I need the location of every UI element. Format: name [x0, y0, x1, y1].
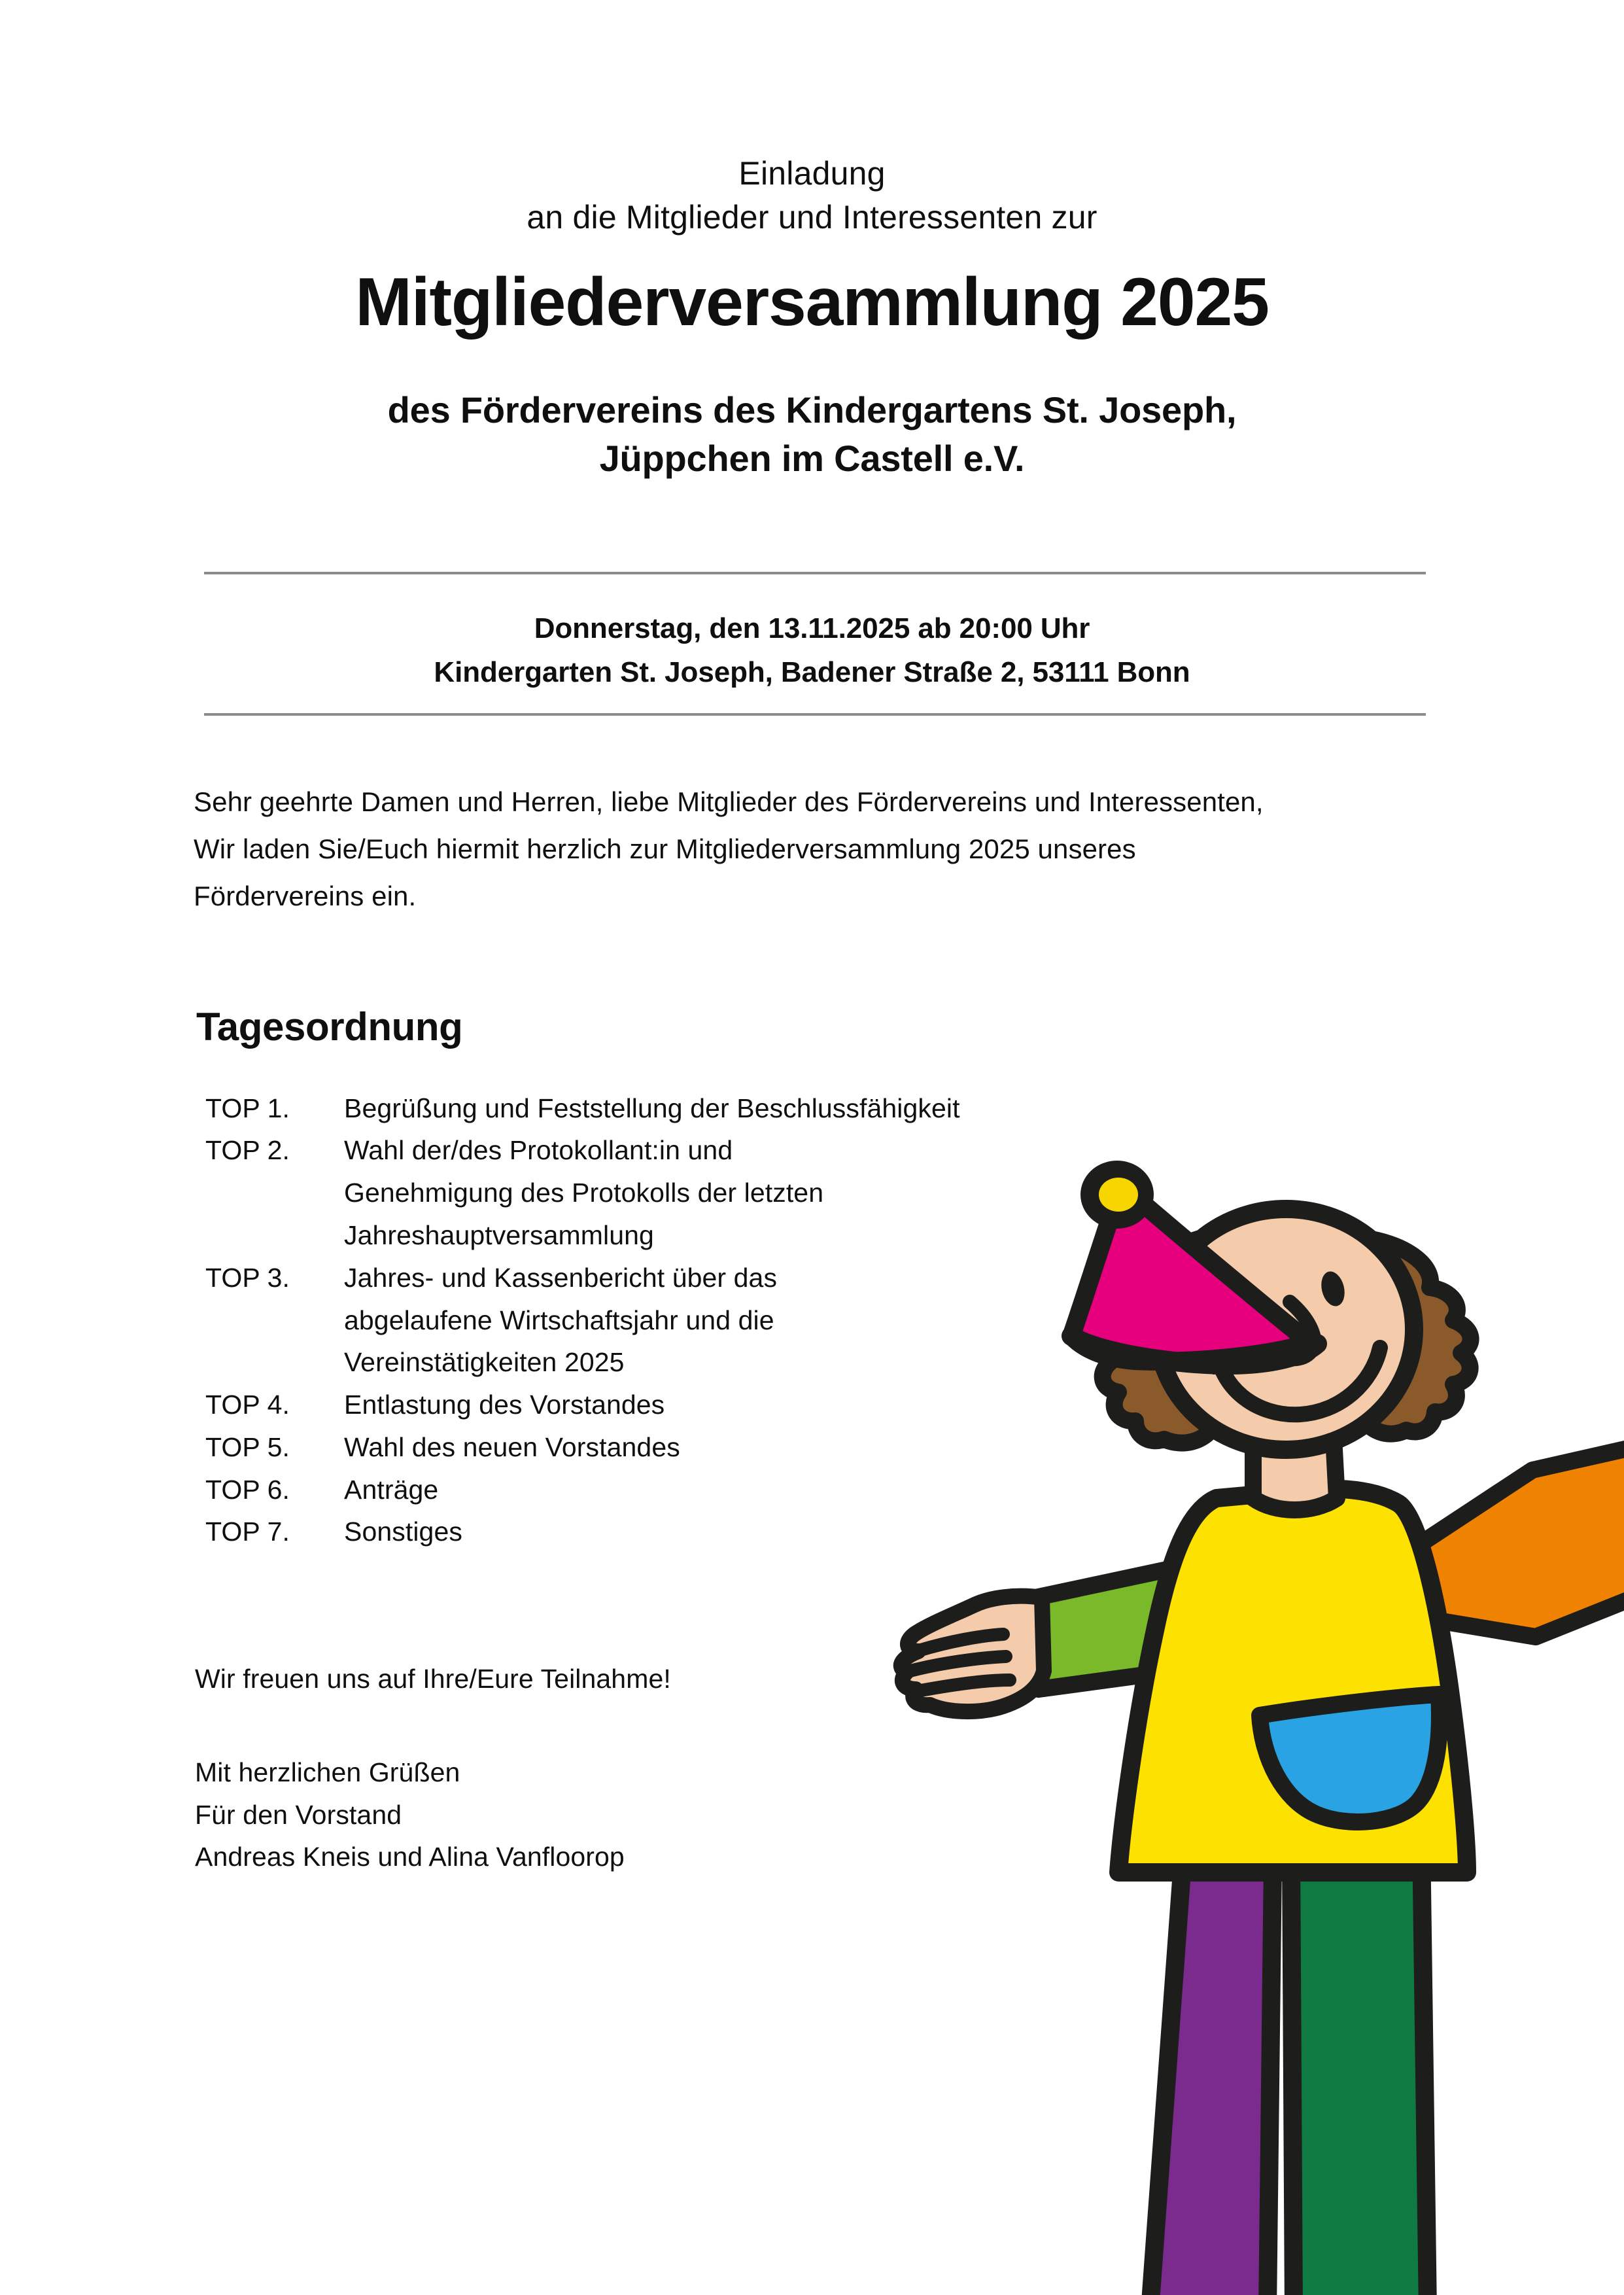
subtitle-line-2: Jüppchen im Castell e.V.: [599, 438, 1025, 480]
left-trouser: [1150, 1863, 1273, 2295]
agenda-item-text: [344, 1384, 1436, 1426]
agenda-item-line: Begrüßung und Feststellung der Beschlussfähigkeit: [344, 1093, 960, 1123]
closing-signatories: Andreas Kneis und Alina Vanfloorop: [195, 1842, 625, 1872]
agenda-item-label: TOP 4.: [205, 1390, 290, 1420]
agenda-item: [205, 1257, 1436, 1384]
agenda-item-text: [344, 1087, 1436, 1130]
agenda-item-line: abgelaufene Wirtschaftsjahr und die: [344, 1305, 774, 1335]
agenda-item-line: Jahreshauptversammlung: [344, 1220, 654, 1250]
closing-block: [195, 1658, 1436, 1878]
agenda-item-label: TOP 2.: [205, 1135, 290, 1166]
agenda-item-label: TOP 7.: [205, 1516, 290, 1547]
salutation-line-3: Fördervereins ein.: [194, 881, 417, 912]
agenda-item-text: [344, 1129, 1436, 1256]
event-location: Kindergarten St. Joseph, Badener Straße 2, 53111 Bonn: [434, 656, 1190, 688]
agenda-item-label: TOP 6.: [205, 1474, 290, 1505]
agenda-item-line: Jahres- und Kassenbericht über das: [344, 1262, 778, 1293]
agenda-item-line: Genehmigung des Protokolls der letzten: [344, 1178, 824, 1208]
page-title: Mitgliederversammlung 2025: [355, 264, 1269, 340]
agenda-item: [205, 1426, 1436, 1469]
agenda-heading: Tagesordnung: [196, 1004, 463, 1049]
agenda-item-line: Entlastung des Vorstandes: [344, 1390, 665, 1420]
document-body: [194, 779, 1436, 1878]
event-meta-block: [0, 607, 1624, 695]
divider-top: [204, 572, 1426, 574]
agenda-item-line: Anträge: [344, 1474, 439, 1505]
agenda-item-line: Sonstiges: [344, 1516, 462, 1547]
kicker-block: [0, 152, 1624, 239]
closing-regards: Mit herzlichen Grüßen: [195, 1757, 460, 1787]
agenda-item: [205, 1087, 1436, 1130]
agenda-item-text: [344, 1426, 1436, 1469]
agenda-item-text: [344, 1469, 1436, 1511]
agenda-item: [205, 1129, 1436, 1256]
right-trouser: [1291, 1840, 1428, 2295]
agenda-item-line: Wahl der/des Protokollant:in und: [344, 1135, 733, 1166]
closing-spacer: [195, 1700, 1436, 1751]
subtitle-line-1: des Fördervereins des Kindergartens St. Joseph,: [387, 389, 1237, 431]
agenda-item: [205, 1384, 1436, 1426]
divider-bottom: [204, 713, 1426, 716]
agenda-item: [205, 1469, 1436, 1511]
closing-on-behalf: Für den Vorstand: [195, 1799, 402, 1830]
event-datetime: Donnerstag, den 13.11.2025 ab 20:00 Uhr: [534, 612, 1090, 644]
agenda-item-text: [344, 1257, 1436, 1384]
salutation-line-2: Wir laden Sie/Euch hiermit herzlich zur Mitgliederversammlung 2025 unseres: [194, 833, 1136, 865]
agenda-item-line: Vereinstätigkeiten 2025: [344, 1347, 625, 1378]
document-header: [0, 0, 1624, 483]
agenda-item-label: TOP 1.: [205, 1093, 290, 1123]
kicker-line-2: an die Mitglieder und Interessenten zur: [527, 199, 1097, 236]
closing-invite: Wir freuen uns auf Ihre/Eure Teilnahme!: [195, 1664, 671, 1694]
agenda-list: [205, 1087, 1436, 1553]
salutation-paragraph: [194, 779, 1436, 920]
salutation-line-1: Sehr geehrte Damen und Herren, liebe Mitglieder des Fördervereins und Interessenten,: [194, 786, 1264, 817]
agenda-item-label: TOP 3.: [205, 1262, 290, 1293]
agenda-item-text: [344, 1511, 1436, 1553]
agenda-item: [205, 1511, 1436, 1553]
document-subtitle: [0, 386, 1624, 483]
agenda-item-label: TOP 5.: [205, 1431, 290, 1462]
agenda-item-line: Wahl des neuen Vorstandes: [344, 1431, 680, 1462]
kicker-line-1: Einladung: [738, 155, 886, 192]
